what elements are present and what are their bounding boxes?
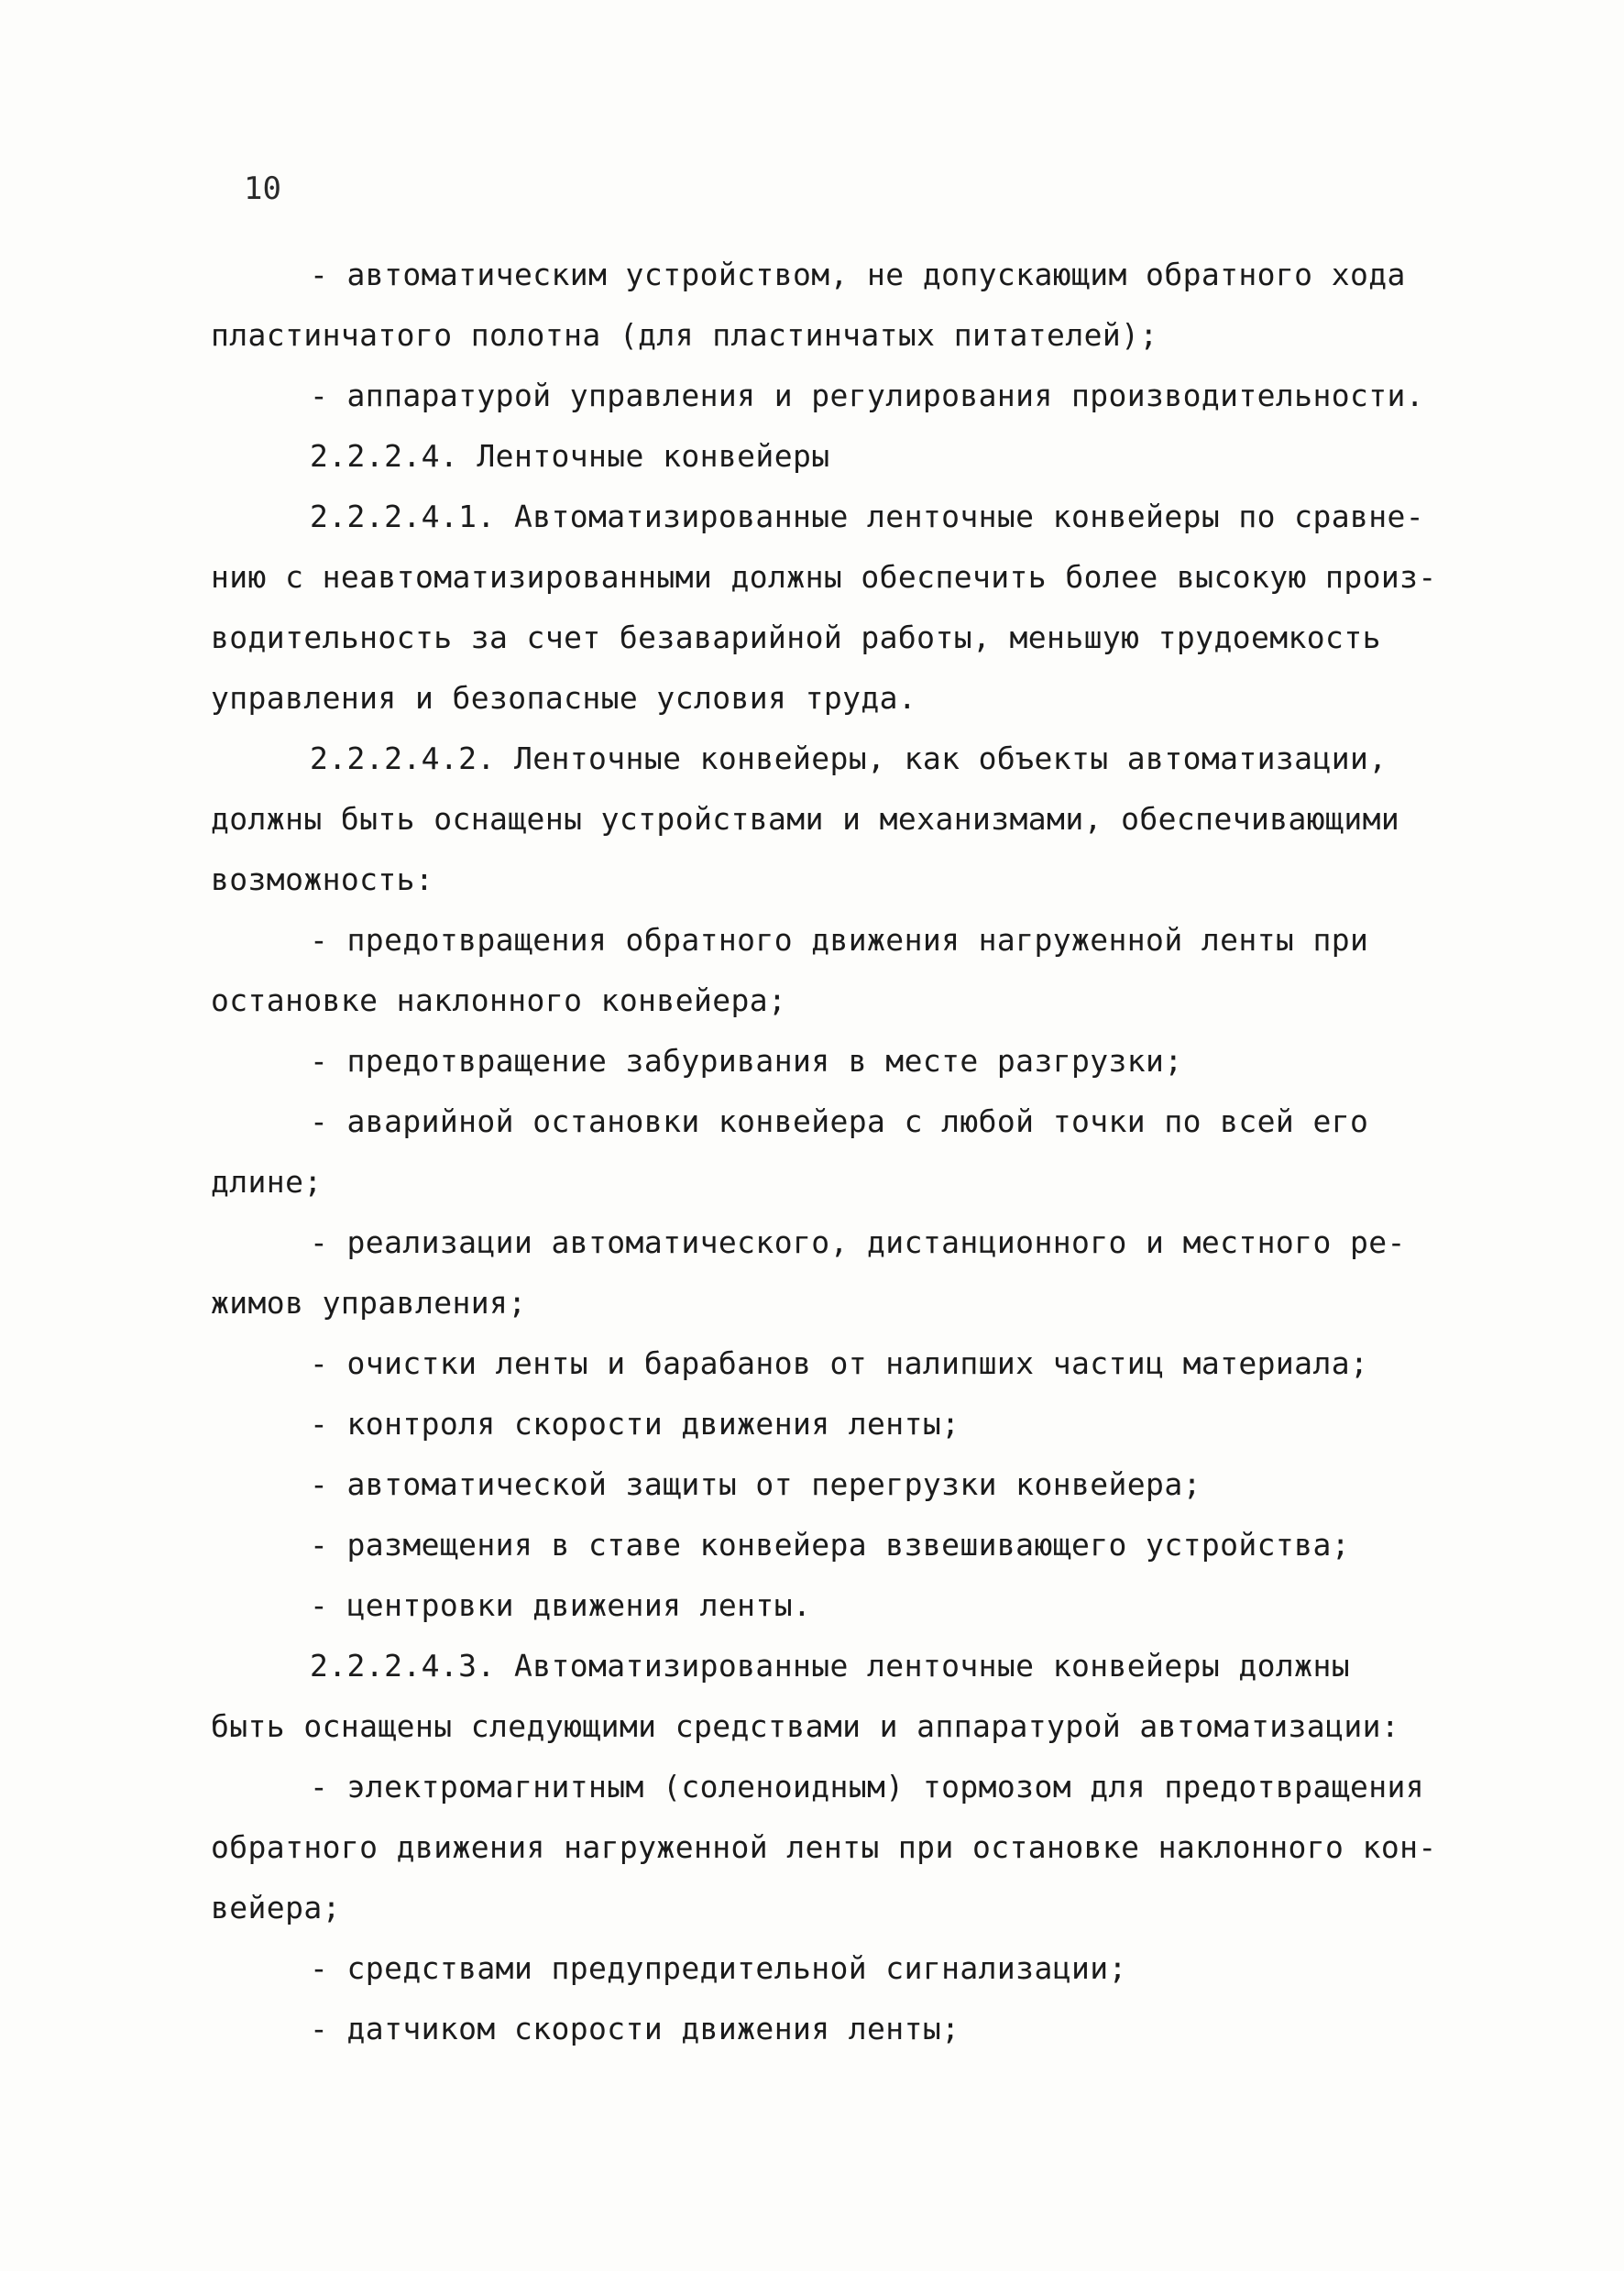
- list-item: - аварийной остановки конвейера с любой точки по всей его: [310, 1103, 1369, 1139]
- text-line: управления и безопасные условия труда.: [211, 680, 917, 716]
- text-line: длине;: [211, 1164, 323, 1200]
- list-item: - центровки движения ленты.: [310, 1587, 812, 1623]
- text-line: нию с неавтоматизированными должны обеспечить более высокую произ-: [211, 559, 1437, 595]
- text-line: 2.2.2.4.1. Автоматизированные ленточные конвейеры по сравне-: [310, 499, 1425, 534]
- list-item: - средствами предупредительной сигнализации;: [310, 1950, 1127, 1986]
- section-heading: 2.2.2.4. Ленточные конвейеры: [310, 438, 830, 474]
- text-line: 2.2.2.4.3. Автоматизированные ленточные конвейеры должны: [310, 1648, 1350, 1684]
- list-item: - датчиком скорости движения ленты;: [310, 2011, 960, 2046]
- text-line: водительность за счет безаварийной работы, меньшую трудоемкость: [211, 620, 1381, 655]
- page-number: 10: [244, 170, 281, 207]
- text-line: жимов управления;: [211, 1285, 527, 1321]
- list-item: - контроля скорости движения ленты;: [310, 1406, 960, 1442]
- list-item: - предотвращения обратного движения нагруженной ленты при: [310, 922, 1369, 958]
- text-line: 2.2.2.4.2. Ленточные конвейеры, как объекты автоматизации,: [310, 741, 1388, 776]
- text-line: - аппаратурой управления и регулирования производительности.: [310, 378, 1425, 413]
- text-line: быть оснащены следующими средствами и аппаратурой автоматизации:: [211, 1708, 1400, 1744]
- text-line: обратного движения нагруженной ленты при остановке наклонного кон-: [211, 1829, 1437, 1865]
- text-line: должны быть оснащены устройствами и механизмами, обеспечивающими: [211, 801, 1400, 837]
- list-item: - предотвращение забуривания в месте разгрузки;: [310, 1043, 1183, 1079]
- text-line: пластинчатого полотна (для пластинчатых питателей);: [211, 317, 1158, 353]
- list-item: - автоматической защиты от перегрузки конвейера;: [310, 1466, 1202, 1502]
- text-line: - автоматическим устройством, не допускающим обратного хода: [310, 257, 1406, 292]
- list-item: - реализации автоматического, дистанционного и местного ре-: [310, 1224, 1406, 1260]
- list-item: - электромагнитным (соленоидным) тормозом для предотвращения: [310, 1769, 1425, 1805]
- list-item: - размещения в ставе конвейера взвешивающего устройства;: [310, 1527, 1350, 1563]
- text-line: остановке наклонного конвейера;: [211, 982, 787, 1018]
- list-item: - очистки ленты и барабанов от налипших частиц материала;: [310, 1345, 1369, 1381]
- text-line: вейера;: [211, 1890, 341, 1925]
- text-line: возможность:: [211, 861, 434, 897]
